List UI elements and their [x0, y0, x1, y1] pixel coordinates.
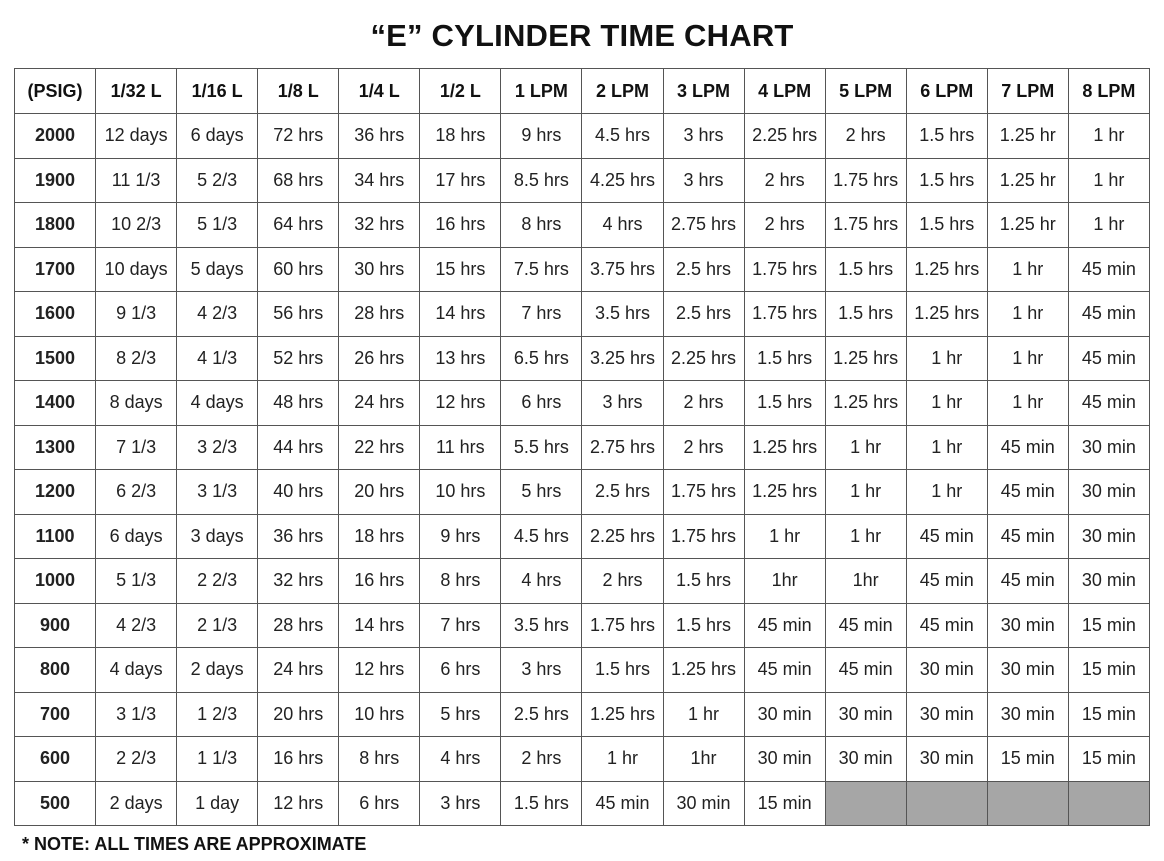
header-flow: 7 LPM	[987, 69, 1068, 114]
header-flow: 3 LPM	[663, 69, 744, 114]
time-cell: 1.75 hrs	[582, 603, 663, 648]
time-cell: 4 1/3	[177, 336, 258, 381]
time-cell: 24 hrs	[258, 648, 339, 693]
psig-cell: 800	[15, 648, 96, 693]
time-cell: 45 min	[744, 648, 825, 693]
psig-cell: 1500	[15, 336, 96, 381]
time-cell: 30 min	[1068, 470, 1149, 515]
time-cell: 48 hrs	[258, 381, 339, 426]
time-cell: 1.75 hrs	[825, 203, 906, 248]
psig-cell: 2000	[15, 114, 96, 159]
time-cell: 45 min	[825, 648, 906, 693]
header-psig: (PSIG)	[15, 69, 96, 114]
time-cell: 2 hrs	[825, 114, 906, 159]
time-cell: 6 hrs	[501, 381, 582, 426]
time-cell: 1.25 hr	[987, 158, 1068, 203]
header-flow: 1/8 L	[258, 69, 339, 114]
time-cell: 1 hr	[582, 737, 663, 782]
page-title: “E” CYLINDER TIME CHART	[370, 18, 794, 53]
time-cell: 6.5 hrs	[501, 336, 582, 381]
time-cell: 1.5 hrs	[744, 381, 825, 426]
table-row	[15, 158, 1150, 203]
time-cell: 4.5 hrs	[501, 514, 582, 559]
time-cell: 1 hr	[906, 381, 987, 426]
time-cell: 1 hr	[906, 470, 987, 515]
time-cell: 3 hrs	[663, 114, 744, 159]
time-cell: 1 hr	[825, 514, 906, 559]
time-cell: 60 hrs	[258, 247, 339, 292]
time-cell: 45 min	[1068, 292, 1149, 337]
time-cell: 4 hrs	[582, 203, 663, 248]
time-cell: 24 hrs	[339, 381, 420, 426]
table-row	[15, 203, 1150, 248]
header-flow: 1 LPM	[501, 69, 582, 114]
time-cell: 45 min	[906, 603, 987, 648]
time-cell: 1.25 hrs	[825, 381, 906, 426]
time-cell: 1 2/3	[177, 692, 258, 737]
psig-cell: 1100	[15, 514, 96, 559]
time-cell: 1 hr	[987, 247, 1068, 292]
time-cell: 4 hrs	[420, 737, 501, 782]
time-cell: 30 min	[744, 737, 825, 782]
time-cell: 10 days	[96, 247, 177, 292]
time-cell: 1.25 hrs	[906, 292, 987, 337]
time-cell: 45 min	[1068, 336, 1149, 381]
time-cell: 1.5 hrs	[501, 781, 582, 826]
table-row	[15, 781, 1150, 826]
time-cell: 16 hrs	[339, 559, 420, 604]
time-cell: 3.5 hrs	[582, 292, 663, 337]
header-flow: 2 LPM	[582, 69, 663, 114]
time-cell: 36 hrs	[258, 514, 339, 559]
time-cell: 13 hrs	[420, 336, 501, 381]
time-cell: 2 hrs	[501, 737, 582, 782]
table-row	[15, 737, 1150, 782]
empty-cell	[825, 781, 906, 826]
time-cell: 2 2/3	[177, 559, 258, 604]
table-body	[15, 114, 1150, 826]
psig-cell: 1300	[15, 425, 96, 470]
time-cell: 1 hr	[663, 692, 744, 737]
time-cell: 28 hrs	[258, 603, 339, 648]
table-row	[15, 470, 1150, 515]
time-cell: 7 1/3	[96, 425, 177, 470]
time-cell: 11 1/3	[96, 158, 177, 203]
time-cell: 10 hrs	[339, 692, 420, 737]
time-cell: 34 hrs	[339, 158, 420, 203]
time-cell: 1.25 hrs	[906, 247, 987, 292]
time-cell: 2.25 hrs	[744, 114, 825, 159]
time-cell: 30 min	[663, 781, 744, 826]
time-cell: 2 days	[177, 648, 258, 693]
time-cell: 8 hrs	[420, 559, 501, 604]
time-cell: 5 1/3	[177, 203, 258, 248]
time-cell: 14 hrs	[420, 292, 501, 337]
time-cell: 28 hrs	[339, 292, 420, 337]
time-cell: 14 hrs	[339, 603, 420, 648]
time-cell: 30 min	[1068, 425, 1149, 470]
time-cell: 2.25 hrs	[582, 514, 663, 559]
time-cell: 1hr	[663, 737, 744, 782]
time-cell: 20 hrs	[339, 470, 420, 515]
time-cell: 72 hrs	[258, 114, 339, 159]
time-cell: 5 hrs	[501, 470, 582, 515]
time-cell: 3 2/3	[177, 425, 258, 470]
time-cell: 16 hrs	[258, 737, 339, 782]
header-row	[15, 69, 1150, 114]
time-cell: 3.5 hrs	[501, 603, 582, 648]
time-cell: 3 hrs	[663, 158, 744, 203]
time-cell: 8 hrs	[501, 203, 582, 248]
time-cell: 6 days	[96, 514, 177, 559]
time-cell: 45 min	[906, 514, 987, 559]
time-cell: 2 1/3	[177, 603, 258, 648]
time-cell: 1.75 hrs	[744, 292, 825, 337]
table-row	[15, 336, 1150, 381]
time-cell: 1 hr	[987, 381, 1068, 426]
time-cell: 30 min	[987, 692, 1068, 737]
time-cell: 30 min	[987, 603, 1068, 648]
time-cell: 45 min	[744, 603, 825, 648]
time-cell: 4 2/3	[96, 603, 177, 648]
table-row	[15, 114, 1150, 159]
time-cell: 5 days	[177, 247, 258, 292]
time-cell: 2 hrs	[663, 381, 744, 426]
header-flow: 1/32 L	[96, 69, 177, 114]
time-cell: 1 day	[177, 781, 258, 826]
psig-cell: 1000	[15, 559, 96, 604]
time-cell: 1 hr	[1068, 114, 1149, 159]
time-cell: 8 2/3	[96, 336, 177, 381]
time-cell: 4.5 hrs	[582, 114, 663, 159]
header-flow: 6 LPM	[906, 69, 987, 114]
time-cell: 1 1/3	[177, 737, 258, 782]
header-flow: 1/4 L	[339, 69, 420, 114]
time-cell: 3.75 hrs	[582, 247, 663, 292]
time-cell: 1 hr	[825, 425, 906, 470]
time-cell: 12 hrs	[420, 381, 501, 426]
time-cell: 20 hrs	[258, 692, 339, 737]
time-cell: 12 days	[96, 114, 177, 159]
time-cell: 30 min	[744, 692, 825, 737]
time-cell: 2 hrs	[744, 158, 825, 203]
time-cell: 7 hrs	[501, 292, 582, 337]
header-flow: 8 LPM	[1068, 69, 1149, 114]
time-cell: 30 min	[906, 692, 987, 737]
time-cell: 2 hrs	[744, 203, 825, 248]
time-cell: 3 hrs	[420, 781, 501, 826]
cylinder-time-table	[14, 68, 1150, 826]
psig-cell: 1700	[15, 247, 96, 292]
table-row	[15, 559, 1150, 604]
time-cell: 1 hr	[1068, 203, 1149, 248]
table-row	[15, 692, 1150, 737]
time-cell: 45 min	[1068, 381, 1149, 426]
time-cell: 15 min	[987, 737, 1068, 782]
time-cell: 8 hrs	[339, 737, 420, 782]
time-cell: 4.25 hrs	[582, 158, 663, 203]
time-cell: 1.5 hrs	[663, 559, 744, 604]
time-cell: 3 1/3	[177, 470, 258, 515]
time-cell: 5 2/3	[177, 158, 258, 203]
approximate-note: * NOTE: ALL TIMES ARE APPROXIMATE	[22, 834, 367, 854]
psig-cell: 1800	[15, 203, 96, 248]
time-cell: 4 days	[96, 648, 177, 693]
psig-cell: 500	[15, 781, 96, 826]
time-cell: 16 hrs	[420, 203, 501, 248]
time-cell: 7 hrs	[420, 603, 501, 648]
header-flow: 5 LPM	[825, 69, 906, 114]
time-cell: 45 min	[987, 425, 1068, 470]
time-cell: 8 days	[96, 381, 177, 426]
time-cell: 30 min	[1068, 559, 1149, 604]
table-row	[15, 603, 1150, 648]
time-cell: 9 hrs	[501, 114, 582, 159]
time-cell: 10 2/3	[96, 203, 177, 248]
time-cell: 2.25 hrs	[663, 336, 744, 381]
psig-cell: 1600	[15, 292, 96, 337]
table-row	[15, 648, 1150, 693]
time-cell: 26 hrs	[339, 336, 420, 381]
time-cell: 30 min	[825, 737, 906, 782]
time-cell: 5 1/3	[96, 559, 177, 604]
time-cell: 2.5 hrs	[582, 470, 663, 515]
time-cell: 9 hrs	[420, 514, 501, 559]
time-cell: 2.5 hrs	[663, 292, 744, 337]
time-cell: 15 min	[1068, 692, 1149, 737]
time-cell: 1 hr	[906, 336, 987, 381]
time-cell: 45 min	[825, 603, 906, 648]
time-cell: 1hr	[825, 559, 906, 604]
time-cell: 1.25 hrs	[582, 692, 663, 737]
time-cell: 1.5 hrs	[906, 203, 987, 248]
time-cell: 3 1/3	[96, 692, 177, 737]
time-cell: 40 hrs	[258, 470, 339, 515]
time-cell: 30 min	[906, 737, 987, 782]
time-cell: 3 days	[177, 514, 258, 559]
time-cell: 2.5 hrs	[663, 247, 744, 292]
time-cell: 45 min	[987, 470, 1068, 515]
time-cell: 68 hrs	[258, 158, 339, 203]
time-cell: 12 hrs	[258, 781, 339, 826]
table-row	[15, 292, 1150, 337]
time-cell: 2 2/3	[96, 737, 177, 782]
time-cell: 1.25 hrs	[744, 425, 825, 470]
time-cell: 1.25 hrs	[663, 648, 744, 693]
psig-cell: 900	[15, 603, 96, 648]
time-cell: 15 min	[1068, 648, 1149, 693]
time-cell: 1.5 hrs	[582, 648, 663, 693]
time-cell: 15 min	[744, 781, 825, 826]
table-row	[15, 247, 1150, 292]
time-cell: 1 hr	[825, 470, 906, 515]
time-cell: 32 hrs	[258, 559, 339, 604]
time-cell: 9 1/3	[96, 292, 177, 337]
time-cell: 1.75 hrs	[663, 514, 744, 559]
time-cell: 1.5 hrs	[825, 292, 906, 337]
empty-cell	[987, 781, 1068, 826]
time-cell: 1.5 hrs	[744, 336, 825, 381]
time-cell: 1 hr	[906, 425, 987, 470]
time-cell: 5.5 hrs	[501, 425, 582, 470]
time-cell: 30 min	[1068, 514, 1149, 559]
psig-cell: 1400	[15, 381, 96, 426]
time-cell: 11 hrs	[420, 425, 501, 470]
header-flow: 4 LPM	[744, 69, 825, 114]
time-cell: 1.75 hrs	[825, 158, 906, 203]
time-cell: 4 days	[177, 381, 258, 426]
table-row	[15, 381, 1150, 426]
time-cell: 1 hr	[1068, 158, 1149, 203]
time-cell: 2 hrs	[582, 559, 663, 604]
time-cell: 2 days	[96, 781, 177, 826]
time-cell: 1.5 hrs	[663, 603, 744, 648]
time-cell: 2.75 hrs	[582, 425, 663, 470]
time-cell: 22 hrs	[339, 425, 420, 470]
time-cell: 1.5 hrs	[825, 247, 906, 292]
time-cell: 2 hrs	[663, 425, 744, 470]
time-cell: 17 hrs	[420, 158, 501, 203]
time-cell: 32 hrs	[339, 203, 420, 248]
time-cell: 56 hrs	[258, 292, 339, 337]
time-cell: 1 hr	[744, 514, 825, 559]
time-cell: 30 hrs	[339, 247, 420, 292]
time-cell: 1.25 hrs	[744, 470, 825, 515]
time-cell: 2.75 hrs	[663, 203, 744, 248]
time-cell: 5 hrs	[420, 692, 501, 737]
time-cell: 12 hrs	[339, 648, 420, 693]
psig-cell: 600	[15, 737, 96, 782]
time-cell: 1.75 hrs	[663, 470, 744, 515]
table-row	[15, 514, 1150, 559]
time-cell: 1.75 hrs	[744, 247, 825, 292]
time-cell: 2.5 hrs	[501, 692, 582, 737]
time-cell: 45 min	[987, 514, 1068, 559]
time-cell: 15 min	[1068, 603, 1149, 648]
time-cell: 45 min	[1068, 247, 1149, 292]
time-cell: 18 hrs	[339, 514, 420, 559]
time-cell: 4 2/3	[177, 292, 258, 337]
time-cell: 6 hrs	[339, 781, 420, 826]
empty-cell	[1068, 781, 1149, 826]
time-cell: 52 hrs	[258, 336, 339, 381]
time-cell: 30 min	[906, 648, 987, 693]
time-cell: 30 min	[825, 692, 906, 737]
time-cell: 6 2/3	[96, 470, 177, 515]
table-row	[15, 425, 1150, 470]
psig-cell: 1200	[15, 470, 96, 515]
header-flow: 1/16 L	[177, 69, 258, 114]
time-cell: 10 hrs	[420, 470, 501, 515]
time-cell: 1.25 hr	[987, 114, 1068, 159]
time-cell: 36 hrs	[339, 114, 420, 159]
time-cell: 3.25 hrs	[582, 336, 663, 381]
time-cell: 1 hr	[987, 336, 1068, 381]
time-cell: 7.5 hrs	[501, 247, 582, 292]
psig-cell: 700	[15, 692, 96, 737]
time-cell: 4 hrs	[501, 559, 582, 604]
time-cell: 45 min	[582, 781, 663, 826]
psig-cell: 1900	[15, 158, 96, 203]
time-cell: 44 hrs	[258, 425, 339, 470]
time-cell: 45 min	[987, 559, 1068, 604]
time-cell: 6 hrs	[420, 648, 501, 693]
time-cell: 3 hrs	[582, 381, 663, 426]
time-cell: 1.5 hrs	[906, 158, 987, 203]
time-cell: 1 hr	[987, 292, 1068, 337]
header-flow: 1/2 L	[420, 69, 501, 114]
time-cell: 15 min	[1068, 737, 1149, 782]
time-cell: 1.5 hrs	[906, 114, 987, 159]
time-cell: 8.5 hrs	[501, 158, 582, 203]
time-cell: 1.25 hrs	[825, 336, 906, 381]
time-cell: 6 days	[177, 114, 258, 159]
time-cell: 45 min	[906, 559, 987, 604]
time-cell: 1.25 hr	[987, 203, 1068, 248]
time-cell: 64 hrs	[258, 203, 339, 248]
time-cell: 18 hrs	[420, 114, 501, 159]
time-cell: 3 hrs	[501, 648, 582, 693]
time-cell: 1hr	[744, 559, 825, 604]
time-cell: 30 min	[987, 648, 1068, 693]
empty-cell	[906, 781, 987, 826]
time-cell: 15 hrs	[420, 247, 501, 292]
